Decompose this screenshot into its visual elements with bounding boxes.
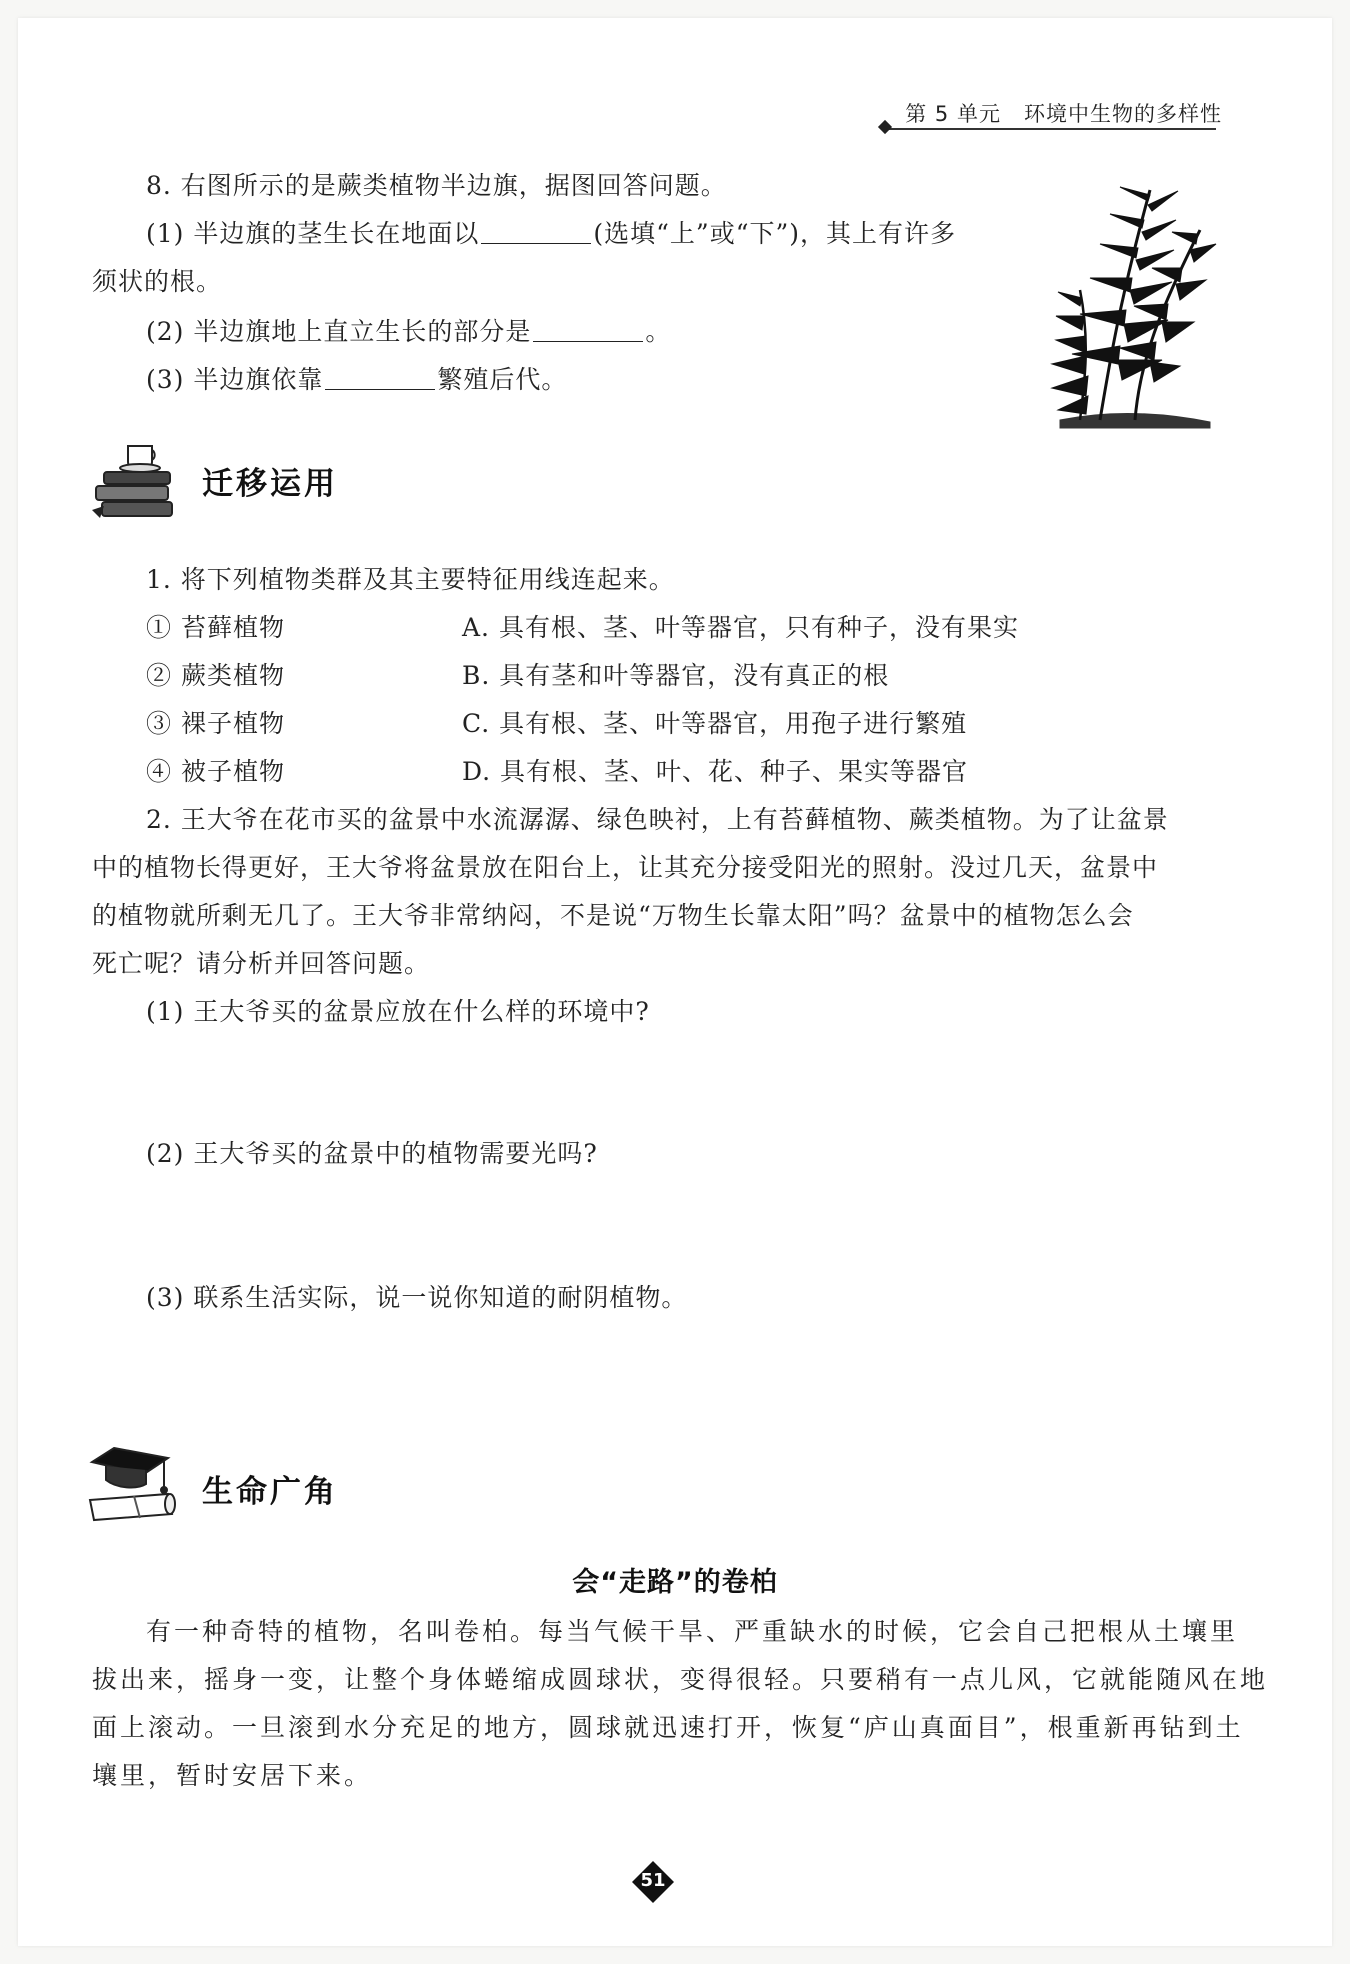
q1-left-item: ③ 裸子植物 (146, 709, 285, 738)
q2-sub1: (1) 王大爷买的盆景应放在什么样的环境中? (146, 997, 650, 1026)
q1-right-item: B. 具有茎和叶等器官，没有真正的根 (462, 661, 890, 690)
answer-blank[interactable] (533, 317, 643, 342)
q8-part2-text-b: 。 (645, 317, 672, 346)
q1-right-item: A. 具有根、茎、叶等器官，只有种子，没有果实 (462, 613, 1019, 642)
q1-right-item: D. 具有根、茎、叶、花、种子、果实等器官 (462, 757, 969, 786)
q1-left-item: ① 苔藓植物 (146, 613, 285, 642)
q8-part2-text-a: (2) 半边旗地上直立生长的部分是 (146, 317, 532, 346)
article-line: 拔出来，摇身一变，让整个身体蜷缩成圆球状，变得很轻。只要稍有一点儿风，它就能随风在地 (92, 1665, 1269, 1694)
q8-part3-text-a: (3) 半边旗依靠 (146, 365, 324, 394)
unit-label: 第 5 单元 (905, 102, 1001, 126)
section-title-transfer: 迁移运用 (202, 466, 338, 502)
q2-sub3: (3) 联系生活实际，说一说你知道的耐阴植物。 (146, 1283, 688, 1312)
running-header (905, 98, 1222, 128)
graduation-cap-icon (84, 1438, 194, 1528)
q8-part2 (146, 314, 671, 350)
q2-sub2: (2) 王大爷买的盆景中的植物需要光吗? (146, 1139, 598, 1168)
article-title: 会“走路”的卷柏 (572, 1567, 778, 1598)
q8-part1 (146, 216, 956, 252)
q1-stem: 1. 将下列植物类群及其主要特征用线连起来。 (146, 565, 675, 594)
article-line: 有一种奇特的植物，名叫卷柏。每当气候干旱、严重缺水的时候，它会自己把根从土壤里 (146, 1617, 1239, 1646)
q1-left-item: ④ 被子植物 (146, 757, 285, 786)
page-number: 51 (640, 1870, 666, 1891)
q1-left-item: ② 蕨类植物 (146, 661, 285, 690)
answer-blank[interactable] (325, 365, 435, 390)
q8-part1-continued: 须状的根。 (92, 267, 223, 296)
article-line: 面上滚动。一旦滚到水分充足的地方，圆球就迅速打开，恢复“庐山真面目”，根重新再钻到土 (92, 1713, 1244, 1742)
q2-paragraph-line: 中的植物长得更好，王大爷将盆景放在阳台上，让其充分接受阳光的照射。没过几天，盆景中 (92, 853, 1159, 882)
q8-stem: 8. 右图所示的是蕨类植物半边旗，据图回答问题。 (146, 171, 727, 200)
q1-right-item: C. 具有根、茎、叶等器官，用孢子进行繁殖 (462, 709, 968, 738)
q8-part3 (146, 362, 567, 398)
q2-paragraph-line: 的植物就所剩无几了。王大爷非常纳闷，不是说“万物生长靠太阳”吗？盆景中的植物怎么会 (92, 901, 1134, 930)
header-rule (886, 128, 1216, 130)
q8-part3-text-b: 繁殖后代。 (437, 365, 568, 394)
fern-illustration (1040, 170, 1230, 430)
q2-paragraph-line: 2. 王大爷在花市买的盆景中水流潺潺、绿色映衬，上有苔藓植物、蕨类植物。为了让盆景 (146, 805, 1169, 834)
article-line: 壤里，暂时安居下来。 (92, 1761, 373, 1790)
q2-paragraph-line: 死亡呢？请分析并回答问题。 (92, 949, 431, 978)
q8-part1-text-a: (1) 半边旗的茎生长在地面以 (146, 219, 480, 248)
unit-title: 环境中生物的多样性 (1024, 102, 1222, 126)
answer-blank[interactable] (481, 219, 591, 244)
section-title-life: 生命广角 (202, 1474, 338, 1510)
books-coffee-icon (88, 430, 188, 530)
q8-part1-text-b: (选填“上”或“下”)，其上有许多 (593, 219, 957, 248)
